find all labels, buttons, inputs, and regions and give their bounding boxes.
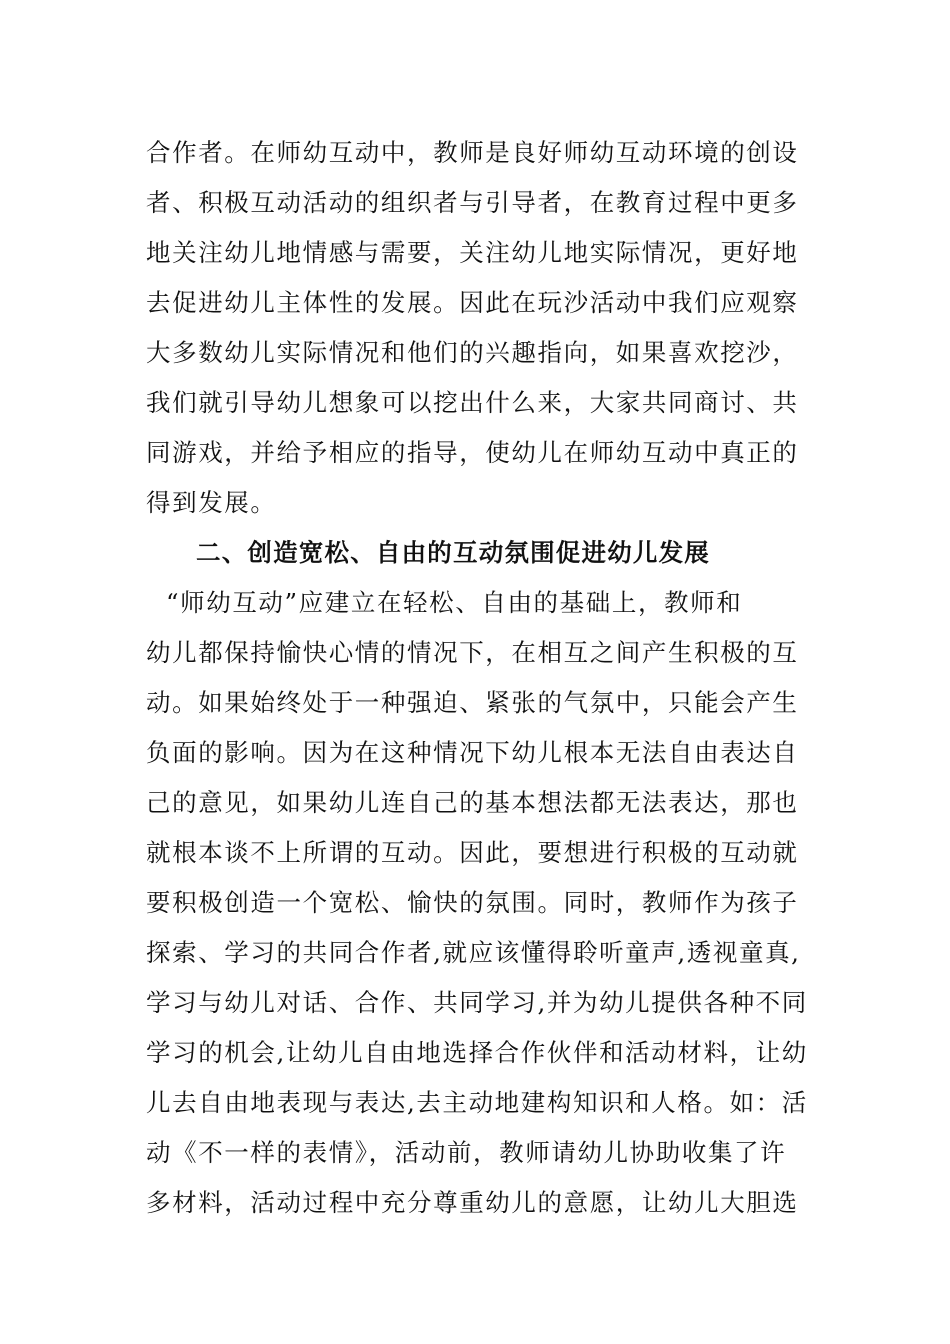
text-line: 同游戏，并给予相应的指导，使幼儿在师幼互动中真正的 (146, 438, 799, 467)
text-line: 去促进幼儿主体性的发展。因此在玩沙活动中我们应观察 (146, 288, 799, 317)
text-line: 儿去自由地表现与表达,去主动地建构知识和人格。如：活 (146, 1088, 808, 1117)
section-heading: 二、创造宽松、自由的互动氛围促进幼儿发展 (196, 538, 710, 567)
text-line: 学习与幼儿对话、合作、共同学习,并为幼儿提供各种不同 (146, 988, 808, 1017)
paragraph (146, 578, 808, 1228)
text-line: 动。如果始终处于一种强迫、紧张的气氛中，只能会产生 (146, 688, 799, 717)
document-body (146, 128, 808, 1228)
text-line: 多材料，活动过程中充分尊重幼儿的意愿，让幼儿大胆选 (146, 1188, 799, 1217)
text-line: 就根本谈不上所谓的互动。因此，要想进行积极的互动就 (146, 838, 799, 867)
text-line: 探索、学习的共同合作者,就应该懂得聆听童声,透视童真, (146, 938, 801, 967)
text-line: 幼儿都保持愉快心情的情况下，在相互之间产生积极的互 (146, 638, 799, 667)
text-line: 学习的机会,让幼儿自由地选择合作伙伴和活动材料，让幼 (146, 1038, 808, 1067)
text-line: 合作者。在师幼互动中，教师是良好师幼互动环境的创设 (146, 138, 799, 167)
text-line: 己的意见，如果幼儿连自己的基本想法都无法表达，那也 (146, 788, 799, 817)
text-line: “师幼互动”应建立在轻松、自由的基础上，教师和 (166, 588, 743, 617)
text-line: 动《不一样的表情》，活动前，教师请幼儿协助收集了许 (146, 1138, 787, 1167)
text-line: 者、积极互动活动的组织者与引导者，在教育过程中更多 (146, 188, 799, 217)
text-line: 大多数幼儿实际情况和他们的兴趣指向，如果喜欢挖沙， (146, 338, 799, 367)
text-line: 地关注幼儿地情感与需要，关注幼儿地实际情况，更好地 (146, 238, 799, 267)
text-line: 负面的影响。因为在这种情况下幼儿根本无法自由表达自 (146, 738, 799, 767)
text-line: 要积极创造一个宽松、愉快的氛围。同时，教师作为孩子 (146, 888, 799, 917)
text-line: 我们就引导幼儿想象可以挖出什么来，大家共同商讨、共 (146, 388, 799, 417)
text-line: 得到发展。 (146, 488, 277, 517)
paragraph-continued (146, 128, 799, 528)
